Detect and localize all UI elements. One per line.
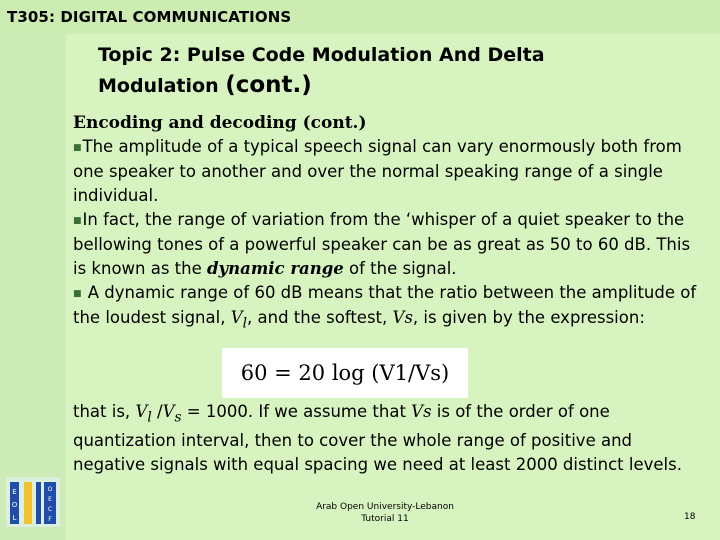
formula-image — [222, 348, 468, 398]
dynamic-range-term: dynamic range — [207, 259, 344, 278]
logo-letter: L — [12, 514, 17, 522]
footer-institution: Arab Open University-Lebanon — [316, 502, 454, 512]
ratio-v-soft: $V_s$ — [162, 402, 182, 426]
slide-title-suffix: (cont.) — [225, 72, 312, 98]
v-loud-symbol: $V_l$ — [230, 308, 248, 332]
square-bullet-icon: ■ — [73, 216, 82, 226]
square-bullet-icon: ■ — [73, 143, 82, 153]
left-strip — [0, 34, 66, 540]
bullet-3-text-b: , and the softest, — [247, 308, 393, 327]
logo-letter: E — [48, 496, 52, 503]
header-bar — [0, 0, 720, 34]
formula-text: 60 = 20 log (V1/Vs) — [240, 361, 450, 385]
bullet-2-text-a: In fact, the range of variation from the ‘whisper of a quiet speaker to the bellowing tones of a powerful speaker can be as great as 50 to 60 dB. This is known as the — [73, 210, 691, 278]
bullet-2-text-b: of the signal. — [343, 259, 457, 278]
slide-title — [98, 40, 658, 101]
square-bullet-icon: ■ — [73, 289, 82, 299]
logo-letter: E — [12, 488, 17, 496]
subheading: Encoding and decoding (cont.) — [73, 113, 367, 133]
bullet-1-text: The amplitude of a typical speech signal can vary enormously both from one speaker to another and over the normal speaking range of a single individual. — [73, 137, 682, 205]
course-title: T305: DIGITAL COMMUNICATIONS — [7, 8, 292, 26]
page-number: 18 — [684, 512, 696, 522]
slide-body — [73, 111, 703, 335]
footer-tutorial: Tutorial 11 — [361, 514, 409, 524]
aou-logo — [6, 477, 60, 527]
v-soft-symbol-2: Vs — [411, 402, 432, 421]
v-soft-symbol: Vs — [392, 308, 413, 327]
ratio-v-loud: $V_l$ — [135, 402, 152, 426]
bullet-3-text-c: , is given by the expression: — [412, 308, 645, 327]
bullet-2 — [73, 208, 703, 281]
logo-letter: O — [47, 486, 53, 493]
bullet-1 — [73, 135, 703, 208]
logo-letter: O — [11, 501, 18, 509]
logo-letter: C — [47, 506, 53, 513]
slide-title-main: Topic 2: Pulse Code Modulation And Delta Modulation — [98, 44, 545, 97]
bullet-3-text-a: A dynamic range of 60 dB means that the ratio between the amplitude of the loudest signal, — [73, 283, 697, 327]
after-formula-text: that is, $V_l$ $/V_s = 1000$. If we assume that Vs is of the order of one quantization interval, then to cover the whole range of positive and negative signals with equal spacing we need at least 2000 distinct levels. — [73, 402, 682, 475]
footer — [300, 501, 470, 525]
logo-letter: F — [48, 516, 52, 523]
bullet-3 — [73, 281, 703, 335]
